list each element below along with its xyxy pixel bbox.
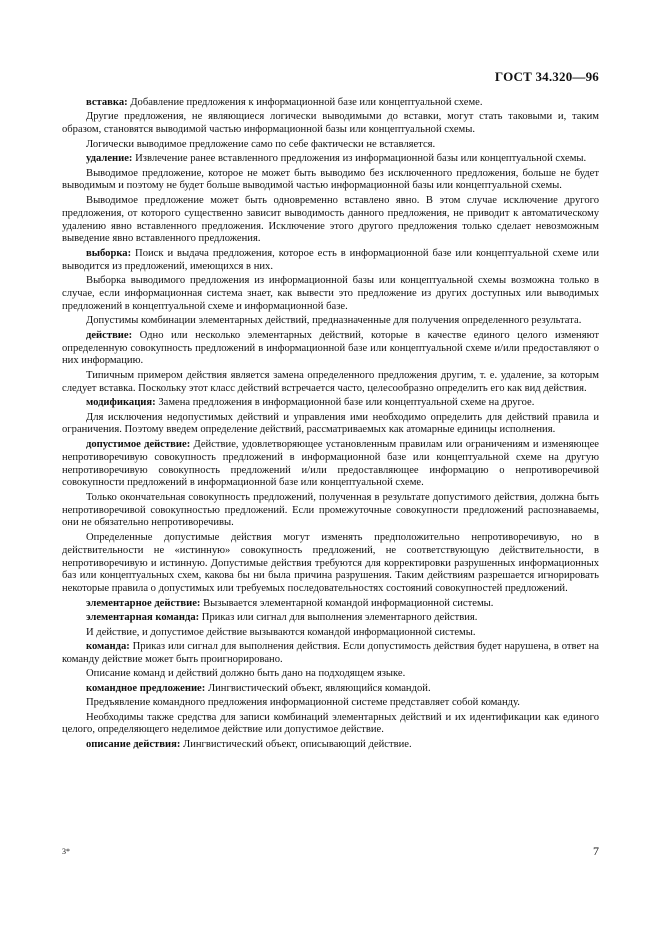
page-number: 7	[593, 844, 599, 858]
defined-term: выборка:	[86, 247, 132, 259]
paragraph-text: Типичным примером действия является замена определенного предложения другим, т. е. удаление, за которым следует вставка. Поскольку этот класс действий встречается часто, целесообразно определить его как вид действия.	[62, 369, 599, 394]
text-paragraph	[62, 668, 599, 681]
defined-term: допустимое действие:	[86, 438, 191, 450]
paragraph-text: Замена предложения в информационной базе или концептуальной схеме на другое.	[155, 397, 535, 409]
document-body	[62, 97, 599, 753]
paragraph-text: Допустимы комбинации элементарных действий, предназначенные для получения определенного результата.	[86, 315, 582, 327]
text-paragraph	[62, 712, 599, 738]
paragraph-text: Только окончательная совокупность предложений, полученная в результате допустимого действия, должна быть непротиворечивой совокупностью предложений. Если промежуточные совокупности предложений распознаваемы, они не обязательно непротиворечивы.	[62, 491, 599, 529]
standard-code: ГОСТ 34.320—96	[494, 69, 599, 84]
text-paragraph	[62, 139, 599, 152]
paragraph-text: Выборка выводимого предложения из информационной базы или концептуальной схемы возможна только в случае, если информационная система знает, как вывести это предложение из других доступных или выводимых предложений в концептуальной схеме и информационной базе.	[62, 275, 599, 312]
paragraph-text: Предъявление командного предложения информационной системе представляет собой команду.	[86, 697, 520, 709]
paragraph-text: Определенные допустимые действия могут изменять предположительно непротиворечивую, но в действительности не «истинную» совокупность предложений, не соответствующую действительности, в непротиворечивую и истинную. Допустимые действия требуются для корректировки разрушенных информационных баз или концептуальных схем, какова бы ни была причина разрушения. Таким действиям разрешается игнорировать некоторые правила о допустимых или требуемых последовательностях состояний совокупностей предложений.	[62, 531, 599, 595]
defined-term: элементарное действие:	[86, 597, 201, 609]
paragraph-text: Выводимое предложение может быть одновременно вставлено явно. В этом случае исключение другого предложения, от которого существенно зависит выводимость данного предложения, не приводит к автоматическому удалению явно вставленного предложения. Исключение этого другого предложения только сделает невозможным выведение явно вставленного предложения.	[62, 194, 599, 245]
paragraph-text: Добавление предложения к информационной базе или концептуальной схеме.	[127, 97, 483, 108]
paragraph-text: Приказ или сигнал для выполнения действия. Если допустимость действия будет нарушена, в ответ на команду действие может быть проигнорировано.	[62, 641, 599, 665]
defined-term: модификация:	[86, 397, 156, 409]
definition-paragraph	[62, 397, 599, 410]
text-paragraph	[62, 315, 599, 328]
text-paragraph	[62, 111, 599, 137]
defined-term: элементарная команда:	[86, 612, 200, 624]
defined-term: действие:	[86, 329, 133, 341]
paragraph-text: Поиск и выдача предложения, которое есть в информационной базе или концептуальной схеме или выводится из предложений, имеющихся в них.	[62, 247, 599, 272]
defined-term: командное предложение:	[86, 682, 206, 694]
definition-paragraph	[62, 739, 599, 752]
paragraph-text: Для исключения недопустимых действий и управления ими необходимо определить для действий правила и ограничения. Поэтому введем определение действий, рассматриваемых как атомарные единицы исполнения.	[62, 411, 599, 436]
paragraph-text: Необходимы также средства для записи комбинаций элементарных действий и их идентификации как единого целого, определяющего неделимое действие или допустимое действие.	[62, 711, 599, 736]
defined-term: вставка:	[86, 97, 128, 108]
definition-paragraph	[62, 641, 599, 667]
text-paragraph	[62, 412, 599, 438]
text-paragraph	[62, 697, 599, 710]
text-paragraph	[62, 370, 599, 396]
paragraph-text: Лингвистический объект, описывающий действие.	[180, 738, 412, 750]
text-paragraph	[62, 195, 599, 246]
text-paragraph	[62, 532, 599, 596]
paragraph-text: Одно или несколько элементарных действий, которые в качестве единого целого изменяют определенную совокупность предложений в информационной базе или концептуальной схеме и/или предоставляют о них информацию.	[62, 329, 599, 367]
definition-paragraph	[62, 683, 599, 696]
paragraph-text: Извлечение ранее вставленного предложения из информационной базы или концептуальной схемы.	[132, 153, 587, 165]
definition-paragraph	[62, 97, 599, 110]
defined-term: команда:	[86, 641, 130, 653]
paragraph-text: Действие, удовлетворяющее установленным правилам или ограничениям и изменяющее непротиворечивую совокупность предложений в информационной базе или концептуальной схеме на другую непротиворечивую совокупность предложений и/или предоставляющее информацию о непротиворечивой совокупности предложений в информационной базе или концептуальной схеме.	[62, 438, 599, 489]
defined-term: описание действия:	[86, 738, 181, 750]
text-paragraph	[62, 492, 599, 531]
paragraph-text: Вызывается элементарной командой информационной системы.	[200, 597, 494, 609]
text-paragraph	[62, 168, 599, 194]
definition-paragraph	[62, 439, 599, 490]
paragraph-text: Приказ или сигнал для выполнения элементарного действия.	[199, 612, 478, 624]
definition-paragraph	[62, 330, 599, 369]
definition-paragraph	[62, 612, 599, 625]
paragraph-text: Выводимое предложение, которое не может быть выводимо без исключенного предложения, больше не будет выводимым и поэтому не будет больше выводимой частью информационной базы или концептуальной схемы.	[62, 167, 599, 192]
sheet-signature: 3*	[62, 847, 70, 856]
definition-paragraph	[62, 598, 599, 611]
paragraph-text: Описание команд и действий должно быть дано на подходящем языке.	[86, 668, 406, 680]
text-paragraph	[62, 627, 599, 640]
defined-term: удаление:	[86, 153, 133, 165]
paragraph-text: Другие предложения, не являющиеся логически выводимыми до вставки, могут стать таковыми и, таким образом, становятся выводимой частью информационной базы или концептуальной схемы.	[62, 111, 599, 136]
text-paragraph	[62, 275, 599, 314]
paragraph-text: Лингвистический объект, являющийся командой.	[205, 682, 431, 694]
paragraph-text: И действие, и допустимое действие вызываются командой информационной системы.	[86, 626, 476, 638]
definition-paragraph	[62, 248, 599, 274]
paragraph-text: Логически выводимое предложение само по себе фактически не вставляется.	[86, 138, 436, 150]
definition-paragraph	[62, 153, 599, 166]
